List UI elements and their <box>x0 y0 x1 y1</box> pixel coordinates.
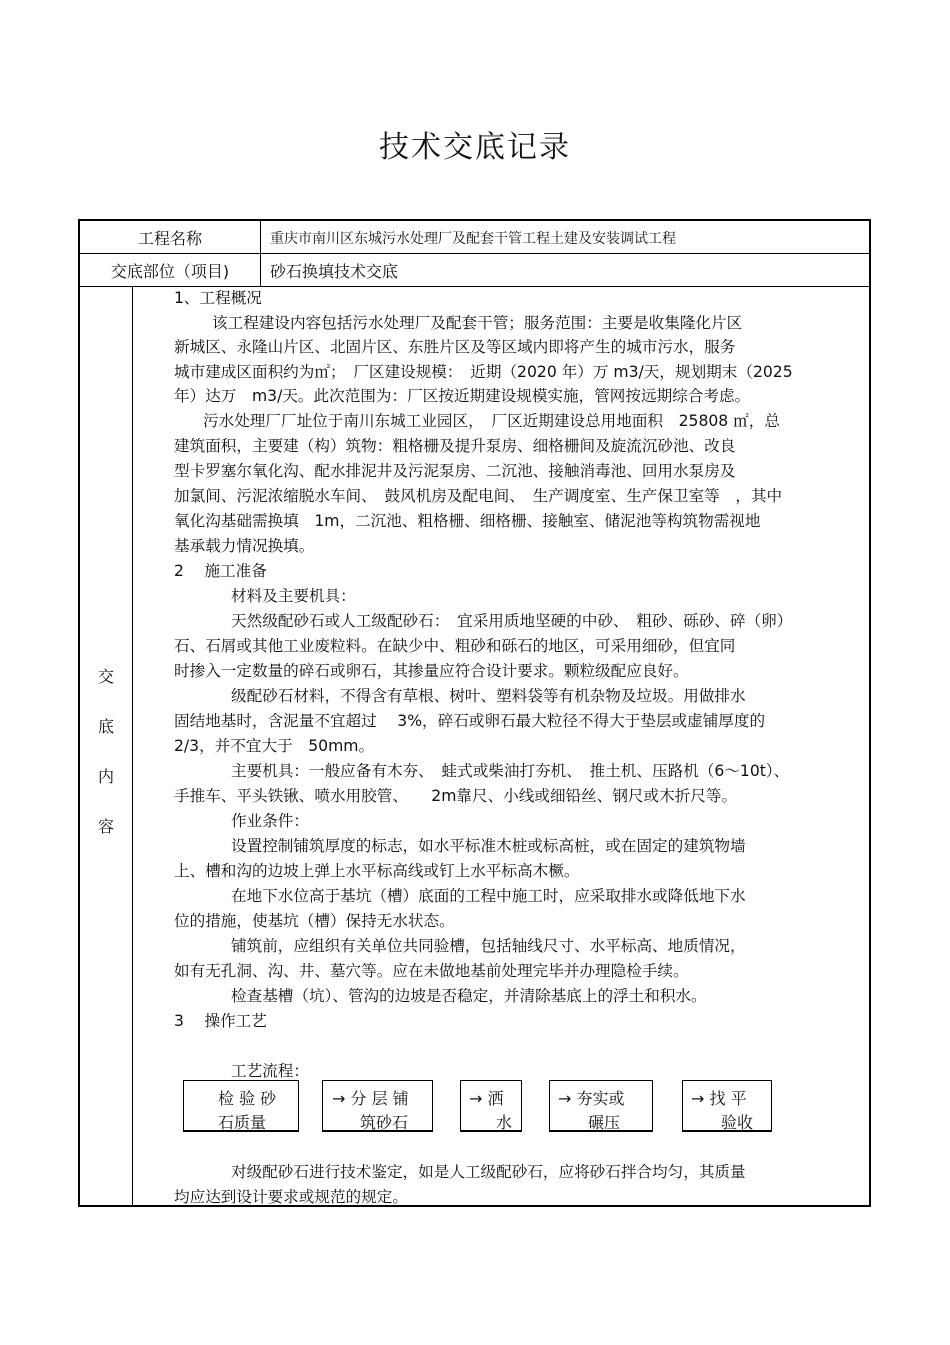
project-name-value: 重庆市南川区东城污水处理厂及配套干管工程土建及安装调试工程 <box>270 231 676 247</box>
section-heading: 2 施工准备 <box>174 562 267 580</box>
content-line: 1、工程概况 <box>174 289 262 307</box>
content-line: 材料及主要机具： <box>231 587 356 605</box>
content-line: 建筑面积，主要建（构）筑物：粗格栅及提升泵房、细格栅间及旋流沉砂池、改良 <box>174 437 736 455</box>
flow-step-line2: 筑砂石 <box>360 1113 409 1132</box>
content-line: 石、石屑或其他工业废粒料。在缺少中、粗砂和砾石的地区，可采用细砂，但宜同 <box>174 637 736 655</box>
content-line: 2/3，并不宜大于 50mm。 <box>174 737 375 755</box>
content-line: 时掺入一定数量的碎石或卵石，其掺量应符合设计要求。颗粒级配应良好。 <box>174 662 689 680</box>
content-line: 均应达到设计要求或规范的规定。 <box>174 1188 408 1206</box>
content-line: 年）达万 m3/天。此次范围为：厂区按近期建设规模实施，管网按远期综合考虑。 <box>174 387 751 405</box>
flow-step-line1: → 找 平 <box>691 1089 747 1108</box>
section-heading: 3 操作工艺 <box>174 1012 267 1030</box>
flow-step-layered-paving <box>322 1080 433 1132</box>
flow-step-line2: 石质量 <box>218 1113 267 1132</box>
content-line: 如有无孔洞、沟、井、墓穴等。应在未做地基前处理完毕并办理隐检手续。 <box>174 962 689 980</box>
flow-step-line2: 水 <box>496 1113 513 1132</box>
flow-step-line1: 检 验 砂 <box>218 1089 277 1108</box>
section-value: 砂石换填技术交底 <box>270 262 399 281</box>
content-line: 型卡罗塞尔氧化沟、配水排泥井及污泥泵房、二沉池、接触消毒池、回用水泵房及 <box>174 462 736 480</box>
flow-step-line2: 碾压 <box>588 1113 621 1132</box>
content-line: 位的措施，使基坑（槽）保持无水状态。 <box>174 912 455 930</box>
page-title: 技术交底记录 <box>379 130 571 165</box>
row-divider <box>80 286 869 287</box>
content-line: 铺筑前，应组织有关单位共同验槽，包括轴线尺寸、水平标高、地质情况， <box>231 937 746 955</box>
flow-step-line2: 验收 <box>721 1113 754 1132</box>
content-line: 作业条件： <box>231 812 309 830</box>
content-line: 对级配砂石进行技术鉴定，如是人工级配砂石，应将砂石拌合均匀，其质量 <box>231 1163 746 1181</box>
flow-step-sprinkle-water <box>460 1080 522 1132</box>
content-label-char: 底 <box>97 717 114 736</box>
flow-step-level-acceptance <box>682 1080 772 1132</box>
content-line: 上、槽和沟的边坡上弹上水平标高线或钉上水平标高木橛。 <box>174 862 580 880</box>
content-label-char: 容 <box>97 817 114 836</box>
content-line: 在地下水位高于基坑（槽）底面的工程中施工时，应采取排水或降低地下水 <box>231 887 746 905</box>
content-line: 检查基槽（坑）、管沟的边坡是否稳定，并清除基底上的浮土和积水。 <box>231 987 707 1005</box>
content-line: 该工程建设内容包括污水处理厂及配套干管；服务范围：主要是收集隆化片区 <box>212 314 743 332</box>
flow-step-line1: → 分 层 铺 <box>332 1089 409 1108</box>
col-divider <box>260 221 261 286</box>
content-line: 新城区、永隆山片区、北固片区、东胜片区及等区域内即将产生的城市污水，服务 <box>174 338 736 356</box>
content-label-char: 内 <box>97 767 114 786</box>
col-divider <box>132 286 133 1205</box>
content-line: 手推车、平头铁锹、喷水用胶管、 2m靠尺、小线或细铅丝、钢尺或木折尺等。 <box>174 787 738 805</box>
section-label: 交底部位（项目) <box>110 262 230 281</box>
content-label-char: 交 <box>97 667 114 686</box>
content-line: 天然级配砂石或人工级配砂石： 宜采用质地坚硬的中砂、 粗砂、砾砂、碎（卵） <box>231 612 793 630</box>
row-divider <box>80 253 869 254</box>
flow-step-line1: → 夯实或 <box>558 1089 625 1108</box>
content-line: 主要机具：一般应备有木夯、 蛙式或柴油打夯机、 推土机、压路机（6～10t）、 <box>231 762 790 780</box>
flow-step-inspect-gravel <box>183 1080 299 1132</box>
content-line: 基承载力情况换填。 <box>174 537 315 555</box>
content-line: 级配砂石材料，不得含有草根、树叶、塑料袋等有机杂物及垃圾。用做排水 <box>231 687 746 705</box>
content-line: 加氯间、污泥浓缩脱水车间、 鼓风机房及配电间、 生产调度室、生产保卫室等 ，其中 <box>174 487 783 505</box>
content-line: 设置控制铺筑厚度的标志，如水平标准木桩或标高桩，或在固定的建筑物墙 <box>231 837 746 855</box>
content-line: 污水处理厂厂址位于南川东城工业园区， 厂区近期建设总用地面积 25808 ㎡，总 <box>203 412 780 430</box>
content-line: 城市建成区面积约为㎡； 厂区建设规模： 近期（2020 年）万 m3/天，规划期末（2025 <box>174 363 793 381</box>
project-name-label: 工程名称 <box>137 229 202 248</box>
flow-step-compact <box>549 1080 653 1132</box>
content-line: 工艺流程： <box>231 1062 309 1080</box>
content-line: 氧化沟基础需换填 1m，二沉池、粗格栅、细格栅、接触室、储泥池等构筑物需视地 <box>174 512 761 530</box>
content-line: 固结地基时，含泥量不宜超过 3%，碎石或卵石最大粒径不得大于垫层或虚铺厚度的 <box>174 712 766 730</box>
flow-step-line1: → 洒 <box>469 1089 504 1108</box>
